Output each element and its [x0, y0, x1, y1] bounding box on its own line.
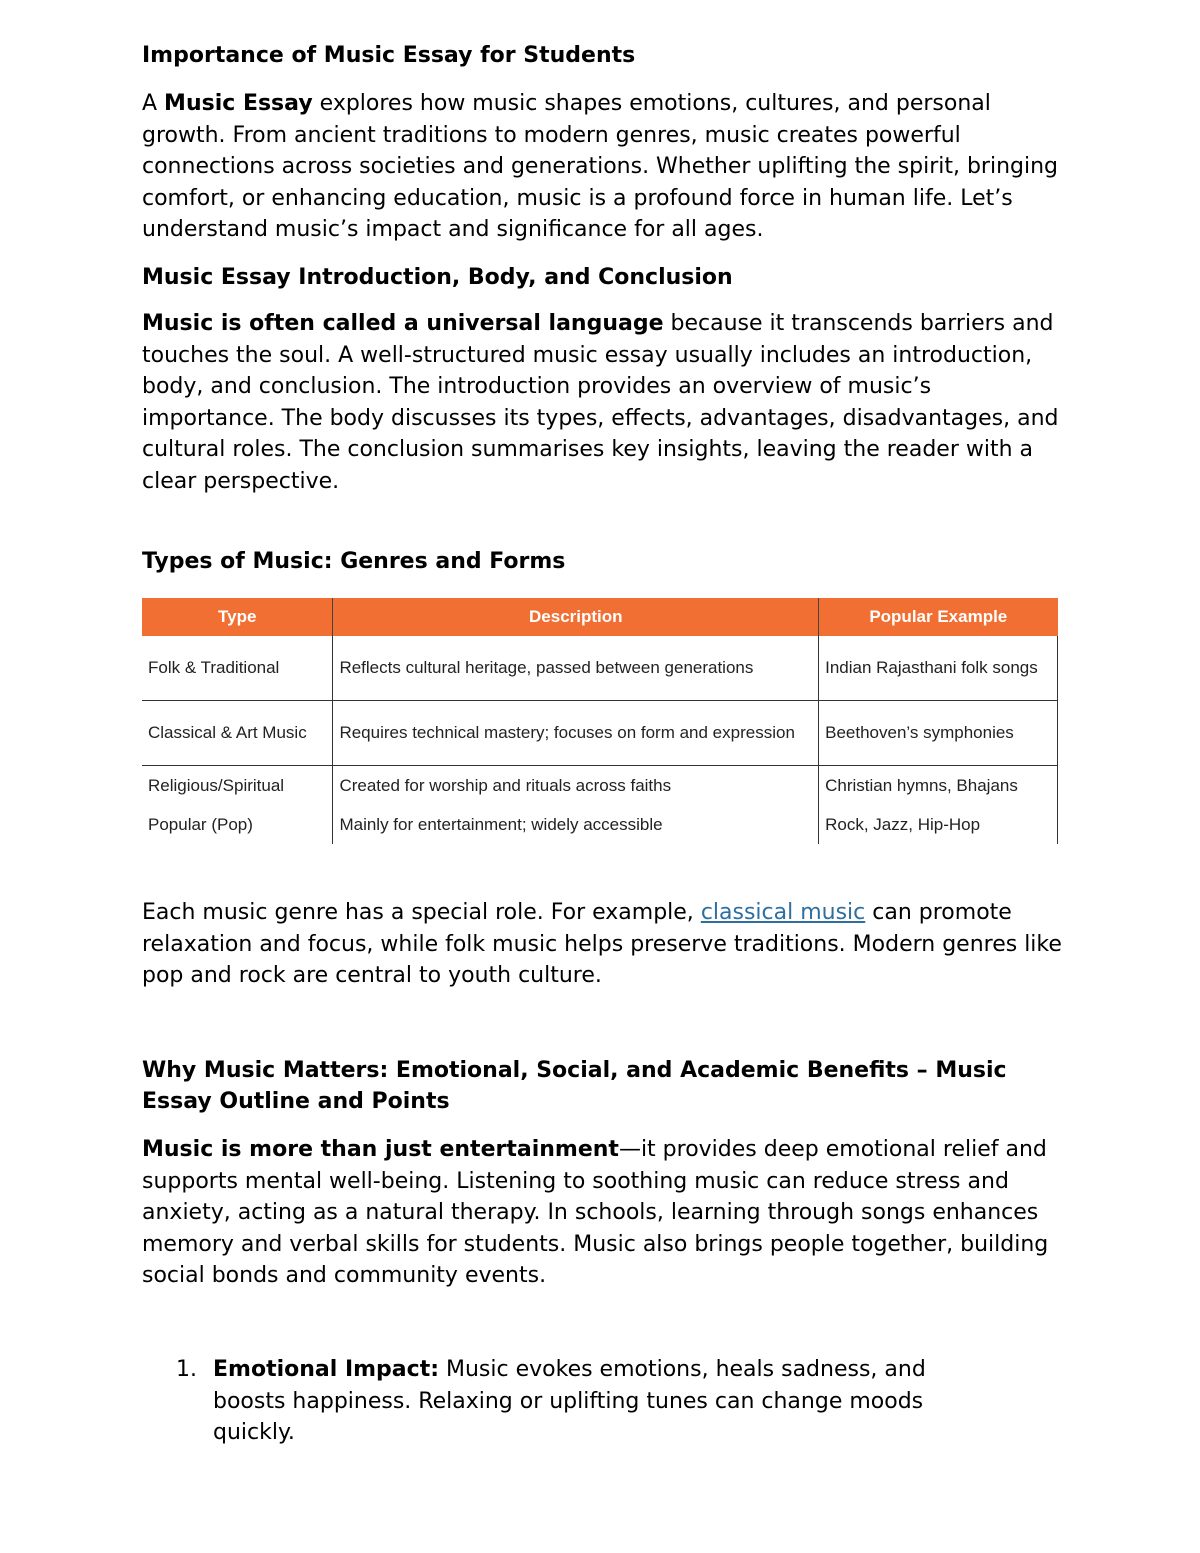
table-header-cell: Type: [142, 598, 333, 636]
table-header-cell: Popular Example: [819, 598, 1058, 636]
why-text: —it provides deep emotional relief and supports mental well-being. Listening to soothing music can reduce stress and anxiety, acting as a natural therapy. In schools, learning through songs enhances memory and verbal skills for students. Music also brings people together, building social bonds and community events.: [142, 1137, 1049, 1288]
intro-text: explores how music shapes emotions, cultures, and personal growth. From ancient traditions to modern genres, music creates powerful connections across societies and generations. Whether uplifting the spirit, bringing comfort, or enhancing education, music is a profound force in human life. Let’s understand music’s impact and significance for all ages.: [142, 91, 1059, 242]
table-cell: Created for worship and rituals across faiths: [333, 766, 819, 806]
genres-table: [142, 598, 1058, 844]
table-cell: Reflects cultural heritage, passed between generations: [333, 636, 819, 701]
table-row: [142, 805, 1058, 844]
why-bold: Music is more than just entertainment: [142, 1137, 619, 1162]
genre-paragraph: [142, 897, 1062, 992]
structure-bold: Music is often called a universal language: [142, 311, 664, 336]
table-cell: Popular (Pop): [142, 805, 333, 844]
table-cell: Christian hymns, Bhajans: [819, 766, 1058, 806]
table-cell: Mainly for entertainment; widely accessible: [333, 805, 819, 844]
list-item-number: 1.: [176, 1357, 197, 1382]
table-cell: Rock, Jazz, Hip-Hop: [819, 805, 1058, 844]
page-title: Importance of Music Essay for Students: [142, 43, 636, 68]
intro-paragraph: [142, 88, 1062, 246]
table-cell: Indian Rajasthani folk songs: [819, 636, 1058, 701]
structure-text: because it transcends barriers and touches the soul. A well-structured music essay usually includes an introduction, body, and conclusion. The introduction provides an overview of music’s importance. The body discusses its types, effects, advantages, disadvantages, and cultural roles. The conclusion summarises key insights, leaving the reader with a clear perspective.: [142, 311, 1059, 494]
list-item-rest: Music evokes emotions, heals sadness, and boosts happiness. Relaxing or uplifting tunes can change moods quickly.: [213, 1357, 926, 1445]
list-item-text: [213, 1354, 993, 1449]
table-cell: Religious/Spiritual: [142, 766, 333, 806]
list-item-bold: Emotional Impact:: [213, 1357, 440, 1382]
why-paragraph: [142, 1134, 1062, 1292]
why-heading: Why Music Matters: Emotional, Social, and Academic Benefits – Music Essay Outline and Points: [142, 1058, 1007, 1114]
structure-paragraph: [142, 308, 1062, 497]
table-cell: Beethoven’s symphonies: [819, 701, 1058, 766]
table-row: [142, 766, 1058, 806]
table-cell: Classical & Art Music: [142, 701, 333, 766]
types-heading: Types of Music: Genres and Forms: [142, 549, 566, 574]
table-header-row: [142, 598, 1058, 636]
table-row: [142, 701, 1058, 766]
table-header-cell: Description: [333, 598, 819, 636]
classical-music-link[interactable]: classical music: [700, 900, 866, 925]
intro-bold: Music Essay: [164, 91, 313, 116]
genre-text-after: can promote relaxation and focus, while folk music helps preserve traditions. Modern genres like pop and rock are central to youth culture.: [142, 900, 1062, 988]
table-cell: Folk & Traditional: [142, 636, 333, 701]
table-cell: Requires technical mastery; focuses on form and expression: [333, 701, 819, 766]
intro-lead: A: [142, 91, 165, 116]
table-row: [142, 636, 1058, 701]
structure-heading: Music Essay Introduction, Body, and Conclusion: [142, 265, 733, 290]
genre-text-before: Each music genre has a special role. For example,: [142, 900, 701, 925]
